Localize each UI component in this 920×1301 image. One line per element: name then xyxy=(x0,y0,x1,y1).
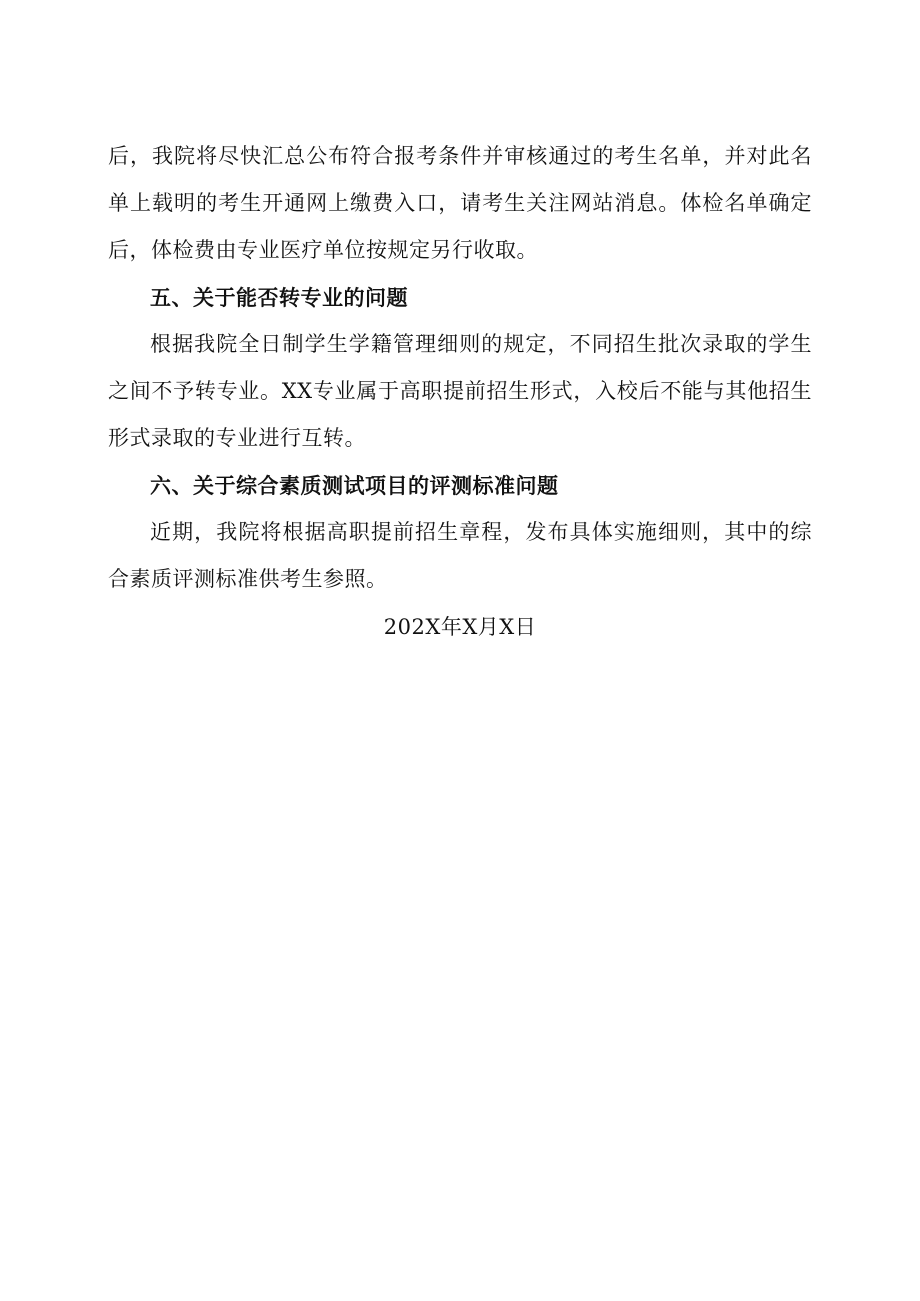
section-5-heading: 五、关于能否转专业的问题 xyxy=(150,285,408,310)
section-6-body: 近期，我院将根据高职提前招生章程，发布具体实施细则，其中的综合素质评测标准供考生参照。 xyxy=(108,520,812,591)
document-date: 202X年X月X日 xyxy=(383,615,537,639)
section-6-heading: 六、关于综合素质测试项目的评测标准问题 xyxy=(150,473,559,498)
document-body xyxy=(108,133,812,651)
section-5-body: 根据我院全日制学生学籍管理细则的规定，不同招生批次录取的学生之间不予转专业。XX专业属于高职提前招生形式，入校后不能与其他招生形式录取的专业进行互转。 xyxy=(108,332,812,450)
continued-paragraph: 后，我院将尽快汇总公布符合报考条件并审核通过的考生名单，并对此名单上载明的考生开通网上缴费入口，请考生关注网站消息。体检名单确定后，体检费由专业医疗单位按规定另行收取。 xyxy=(108,144,812,262)
